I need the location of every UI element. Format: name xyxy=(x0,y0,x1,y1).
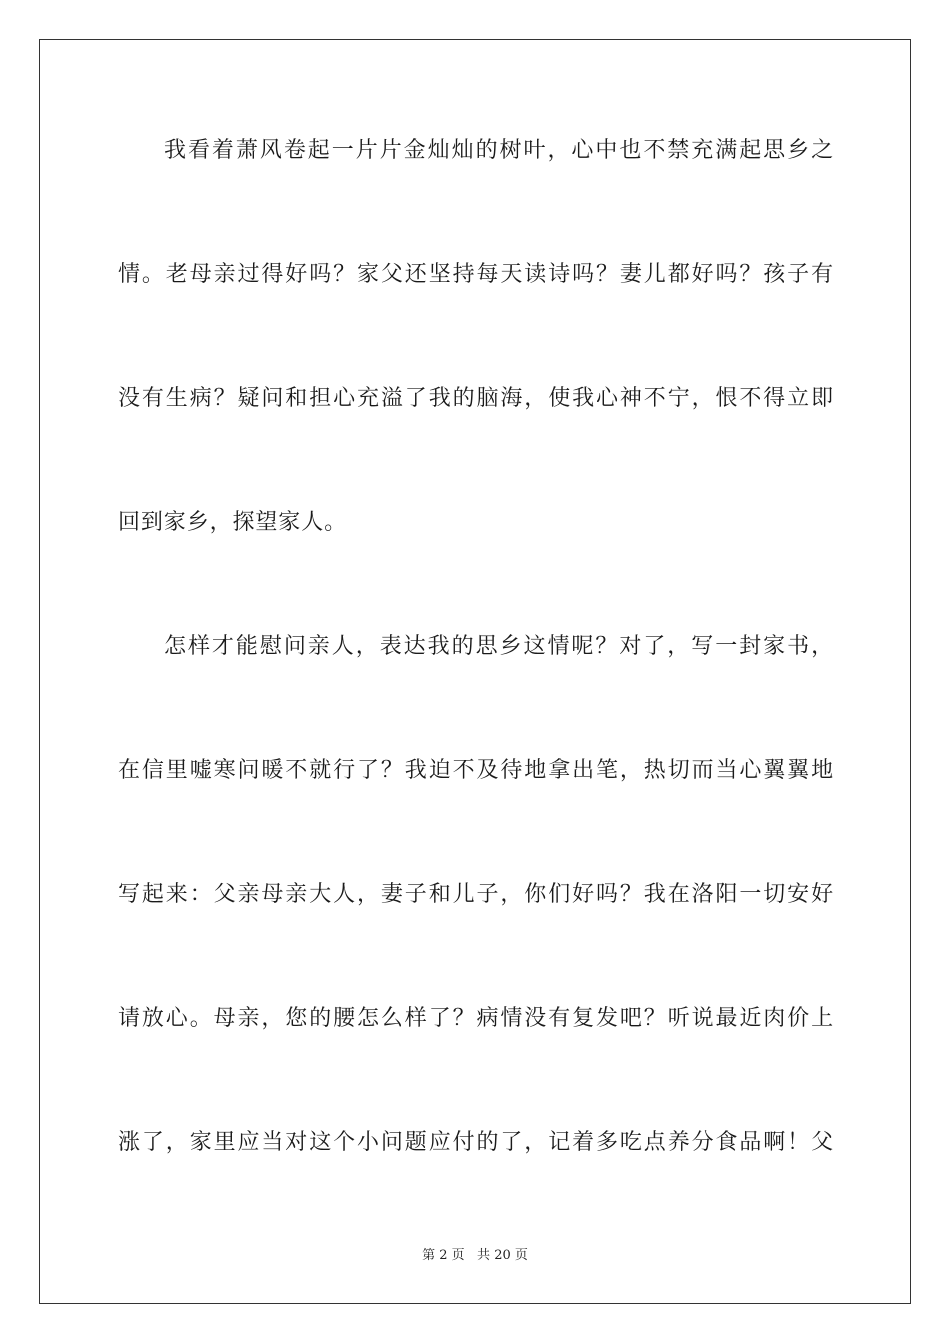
paragraph-2-line-4: 请放心。母亲，您的腰怎么样了？病情没有复发吧？听说最近肉价上 xyxy=(118,1006,834,1031)
page-number-footer: 第 2 页 共 20 页 xyxy=(422,1248,528,1263)
paragraph-2-line-5: 涨了，家里应当对这个小问题应付的了，记着多吃点养分食品啊！父 xyxy=(118,1130,834,1155)
paragraph-2-line-1: 怎样才能慰问亲人，表达我的思乡这情呢？对了，写一封家书， xyxy=(164,634,834,659)
paragraph-2-line-2: 在信里嘘寒问暖不就行了？我迫不及待地拿出笔，热切而当心翼翼地 xyxy=(118,758,834,783)
page-border xyxy=(39,39,911,1304)
paragraph-1-line-1: 我看着萧风卷起一片片金灿灿的树叶，心中也不禁充满起思乡之 xyxy=(164,138,834,163)
paragraph-2-line-3: 写起来：父亲母亲大人，妻子和儿子，你们好吗？我在洛阳一切安好 xyxy=(118,882,834,907)
paragraph-1-line-3: 没有生病？疑问和担心充溢了我的脑海，使我心神不宁，恨不得立即 xyxy=(118,386,834,411)
paragraph-1-line-4: 回到家乡，探望家人。 xyxy=(118,510,348,535)
paragraph-1-line-2: 情。老母亲过得好吗？家父还坚持每天读诗吗？妻儿都好吗？孩子有 xyxy=(118,262,834,287)
